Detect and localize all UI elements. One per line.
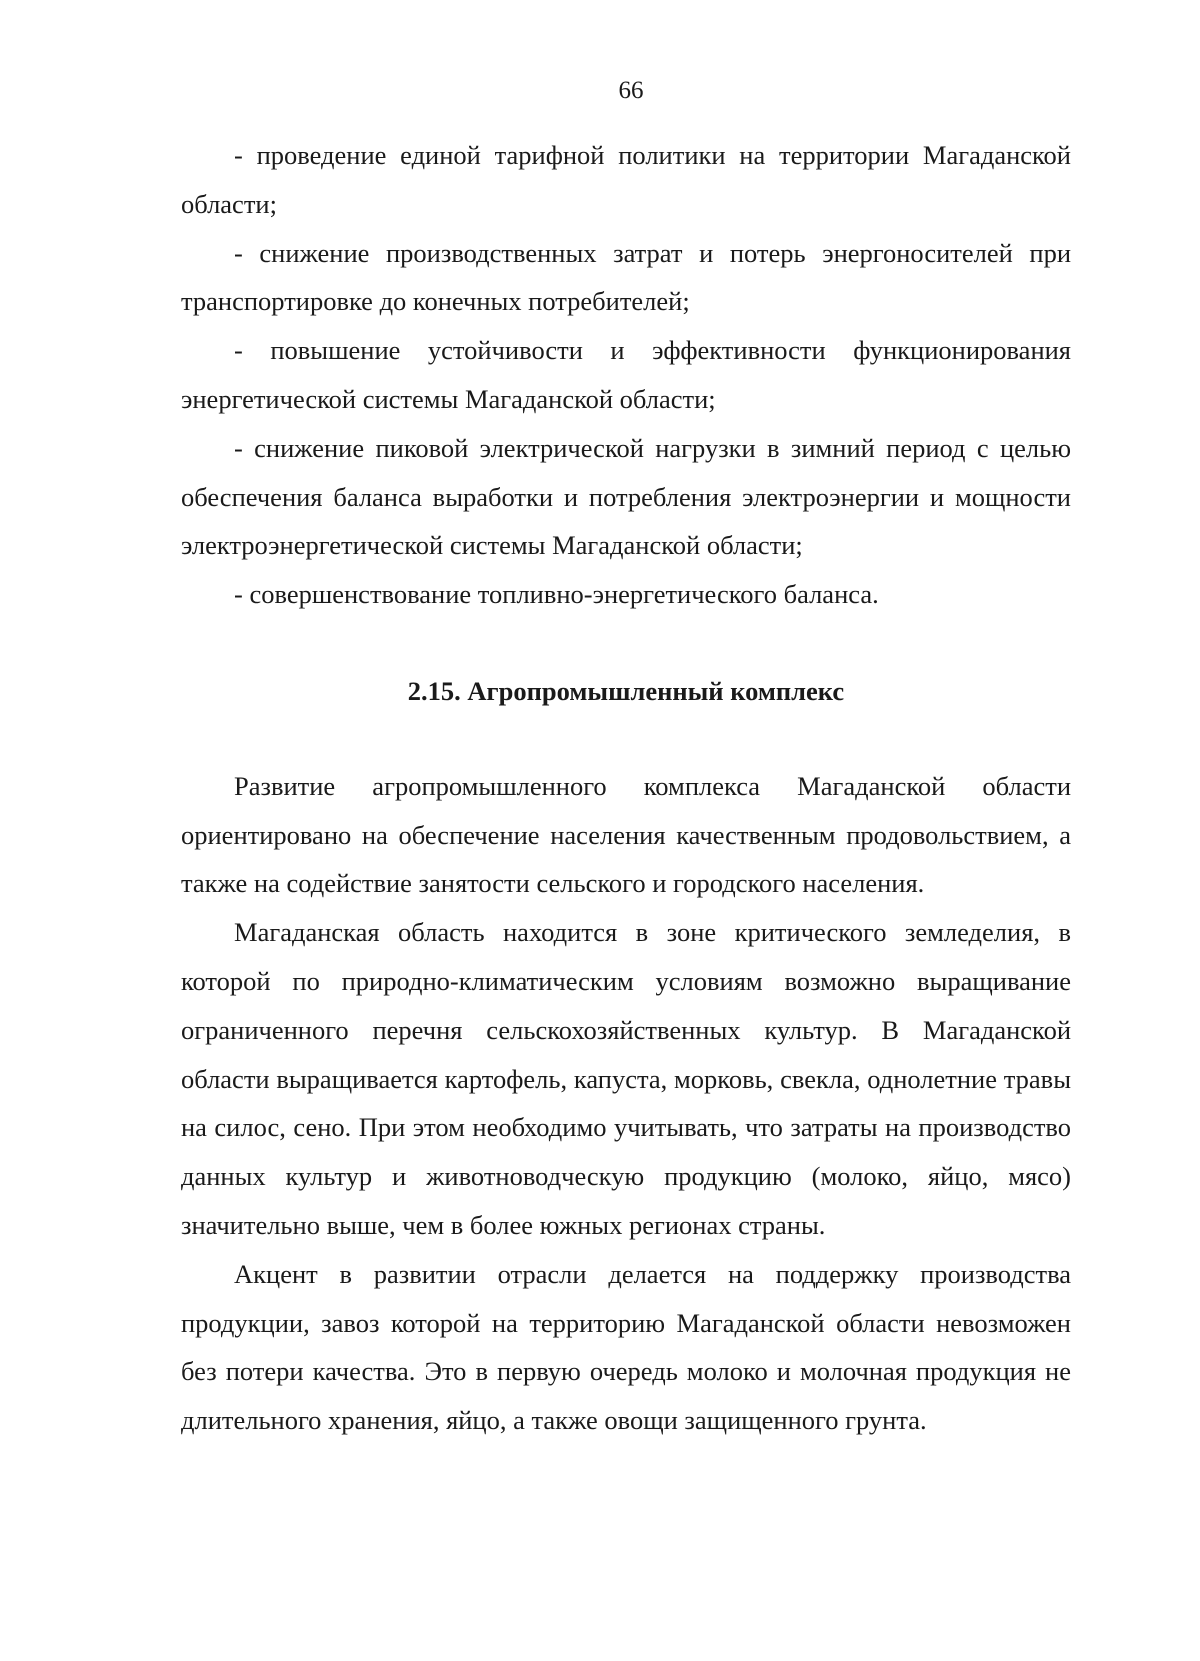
bullet-item: - снижение пиковой электрической нагрузки в зимний период с целью обеспечения баланса выработки и потребления электроэнергии и мощности электроэнергетической системы Магаданской области;: [181, 432, 1071, 561]
bullet-item: - повышение устойчивости и эффективности функционирования энергетической системы Магаданской области;: [181, 335, 1071, 414]
document-body: [181, 131, 1071, 1445]
section-heading: 2.15. Агропромышленный комплекс: [407, 675, 845, 706]
bullet-item: - проведение единой тарифной политики на территории Магаданской области;: [181, 140, 1071, 219]
page-number: 66: [618, 77, 644, 104]
bullet-item: - снижение производственных затрат и потерь энергоносителей при транспортировке до конечных потребителей;: [181, 237, 1071, 317]
paragraph: Магаданская область находится в зоне критического земледелия, в которой по природно-климатическим условиям возможно выращивание ограниченного перечня сельскохозяйственных культур. В Магаданской области выращивается картофель, капуста, морковь, свекла, однолетние травы на силос, сено. При этом необходимо учитывать, что затраты на производство данных культур и животноводческую продукцию (молоко, яйцо, мясо) значительно выше, чем в более южных регионах страны.: [181, 917, 1071, 1240]
paragraph: Развитие агропромышленного комплекса Магаданской области ориентировано на обеспечение населения качественным продовольствием, а также на содействие занятости сельского и городского населения.: [181, 770, 1071, 899]
bullet-item: - совершенствование топливно-энергетического баланса.: [234, 579, 879, 610]
paragraph: Акцент в развитии отрасли делается на поддержку производства продукции, завоз которой на территорию Магаданской области невозможен без потери качества. Это в первую очередь молоко и молочная продукция не длительного хранения, яйцо, а также овощи защищенного грунта.: [181, 1258, 1071, 1436]
